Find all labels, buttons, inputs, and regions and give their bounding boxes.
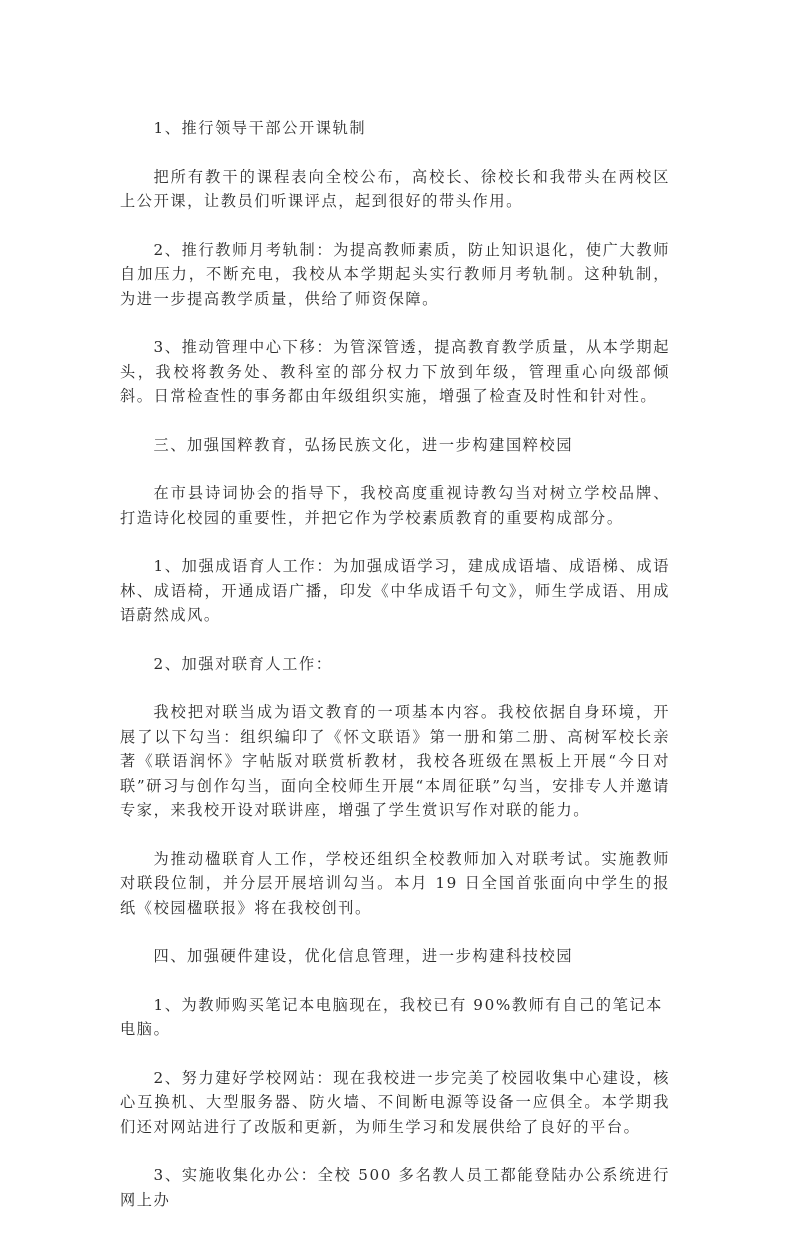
section-heading-three: 三、加强国粹教育，弘扬民族文化，进一步构建国粹校园 (153, 435, 574, 454)
paragraph-laptops: 1、为教师购买笔记本电脑现在，我校已有 90%教师有自己的笔记本电脑。 (120, 995, 663, 1038)
paragraph-idiom-education: 1、加强成语育人工作：为加强成语学习，建成成语墙、成语梯、成语林、成语椅，开通成语广播，印发《中华成语千句文》，师生学成语、用成语蔚然成风。 (120, 557, 670, 624)
paragraph-poetry-education: 在市县诗词协会的指导下，我校高度重视诗教勾当对树立学校品牌、打造诗化校园的重要性，并把它作为学校素质教育的重要构成部分。 (120, 484, 670, 527)
paragraph-couplet-exam: 为推动楹联育人工作，学校还组织全校教师加入对联考试。实施教师对联段位制，并分层开展培训勾当。本月 19 日全国首张面向中学生的报纸《校园楹联报》将在我校创刊。 (120, 849, 670, 917)
subsection-heading-public-lessons: 1、推行领导干部公开课轨制 (153, 119, 367, 137)
document-page (120, 116, 670, 1236)
paragraph-online-office: 3、实施收集化办公：全校 500 多名教人员工都能登陆办公系统进行网上办 (120, 1166, 670, 1209)
paragraph-couplet-activities: 我校把对联当成为语文教育的一项基本内容。我校依据自身环境，开展了以下勾当：组织编印了《怀文联语》第一册和第二册、高树军校长亲著《联语润怀》字帖版对联赏析教材，我校各班级在黑板上开展“今日对联”研习与创作勾当，面向全校师生开展“本周征联”勾当，安排专人并邀请专家，来我校开设对联讲座，增强了学生赏识写作对联的能力。 (120, 703, 670, 819)
paragraph-monthly-exam: 2、推行教师月考轨制：为提高教师素质，防止知识退化，使广大教师自加压力，不断充电，我校从本学期起头实行教师月考轨制。这种轨制，为进一步提高教学质量，供给了师资保障。 (120, 240, 670, 308)
paragraph-management-shift: 3、推动管理中心下移：为管深管透，提高教育教学质量，从本学期起头，我校将教务处、教科室的部分权力下放到年级，管理重心向级部倾斜。日常检查性的事务都由年级组织实施，增强了检查及时性和针对性。 (120, 338, 670, 405)
paragraph-public-lessons: 把所有教干的课程表向全校公布，高校长、徐校长和我带头在两校区上公开课，让教员们听课评点，起到很好的带头作用。 (120, 167, 670, 210)
section-heading-four: 四、加强硬件建设，优化信息管理，进一步构建科技校园 (153, 947, 574, 965)
paragraph-website: 2、努力建好学校网站：现在我校进一步完美了校园收集中心建设，核心互换机、大型服务器、防火墙、不间断电源等设备一应俱全。本学期我们还对网站进行了改版和更新，为师生学习和发展供给了良好的平台。 (120, 1068, 670, 1136)
subsection-heading-couplets: 2、加强对联育人工作： (153, 654, 333, 673)
